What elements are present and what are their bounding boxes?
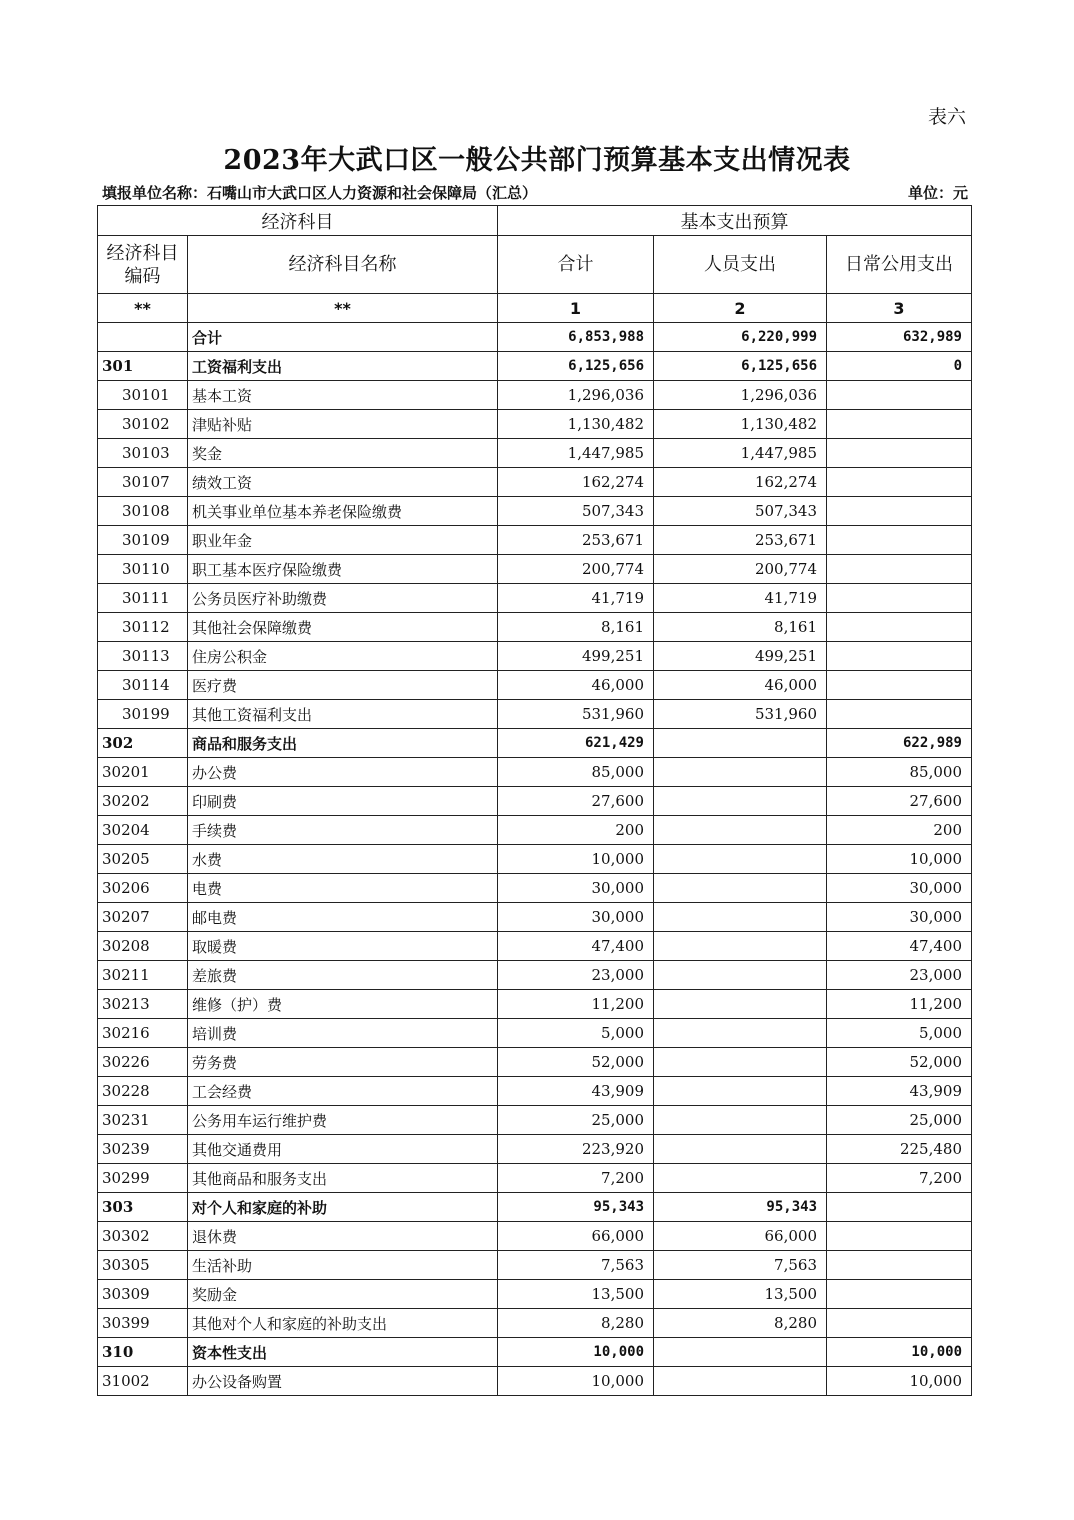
- row-personnel: 7,563: [654, 1251, 827, 1280]
- row-code: 30228: [98, 1077, 188, 1106]
- row-personnel: [654, 1077, 827, 1106]
- header-group-basic-budget: 基本支出预算: [498, 206, 972, 236]
- table-row: [98, 584, 972, 613]
- row-public: [827, 381, 972, 410]
- row-personnel: [654, 758, 827, 787]
- row-public: [827, 671, 972, 700]
- row-public: 52,000: [827, 1048, 972, 1077]
- row-code: 30199: [98, 700, 188, 729]
- row-name: 商品和服务支出: [188, 729, 498, 758]
- row-code: 30108: [98, 497, 188, 526]
- row-public: 5,000: [827, 1019, 972, 1048]
- table-row: [98, 874, 972, 903]
- row-personnel: [654, 903, 827, 932]
- row-public: [827, 526, 972, 555]
- row-public: [827, 468, 972, 497]
- row-public: [827, 1222, 972, 1251]
- row-code: 30207: [98, 903, 188, 932]
- row-code: 30239: [98, 1135, 188, 1164]
- header-row-columns: [98, 236, 972, 294]
- row-total: 10,000: [498, 1367, 654, 1396]
- row-personnel: [654, 816, 827, 845]
- row-code: 30206: [98, 874, 188, 903]
- row-name: 维修（护）费: [188, 990, 498, 1019]
- table-row: [98, 1222, 972, 1251]
- table-row: [98, 1019, 972, 1048]
- row-code: 30112: [98, 613, 188, 642]
- row-public: 85,000: [827, 758, 972, 787]
- row-personnel: 507,343: [654, 497, 827, 526]
- table-row: [98, 1135, 972, 1164]
- row-personnel: [654, 1367, 827, 1396]
- row-total: 200,774: [498, 555, 654, 584]
- row-total: 253,671: [498, 526, 654, 555]
- table-row: [98, 1048, 972, 1077]
- row-code: 30399: [98, 1309, 188, 1338]
- header-code: 经济科目编码: [98, 236, 188, 294]
- row-name: 机关事业单位基本养老保险缴费: [188, 497, 498, 526]
- table-row: [98, 932, 972, 961]
- row-total: 1,130,482: [498, 410, 654, 439]
- row-name: 工资福利支出: [188, 352, 498, 381]
- index-total: 1: [498, 294, 654, 323]
- table-row: [98, 352, 972, 381]
- row-code: 30226: [98, 1048, 188, 1077]
- row-personnel: 95,343: [654, 1193, 827, 1222]
- currency-unit: 单位：元: [907, 184, 968, 202]
- table-row: [98, 1338, 972, 1367]
- row-total: 7,563: [498, 1251, 654, 1280]
- row-name: 生活补助: [188, 1251, 498, 1280]
- header-group-economic: 经济科目: [98, 206, 498, 236]
- row-code: 30211: [98, 961, 188, 990]
- row-name: 差旅费: [188, 961, 498, 990]
- row-total: 621,429: [498, 729, 654, 758]
- page-title: 2023年大武口区一般公共部门预算基本支出情况表: [223, 145, 851, 176]
- row-name: 津贴补贴: [188, 410, 498, 439]
- row-public: [827, 700, 972, 729]
- table-row: [98, 497, 972, 526]
- table-row: [98, 845, 972, 874]
- table-row: [98, 613, 972, 642]
- header-personnel: 人员支出: [654, 236, 827, 294]
- row-name: 其他工资福利支出: [188, 700, 498, 729]
- row-total: 30,000: [498, 903, 654, 932]
- row-name: 培训费: [188, 1019, 498, 1048]
- row-total: 11,200: [498, 990, 654, 1019]
- row-total: 52,000: [498, 1048, 654, 1077]
- row-personnel: [654, 1135, 827, 1164]
- row-personnel: 1,447,985: [654, 439, 827, 468]
- table-row: [98, 990, 972, 1019]
- row-public: 632,989: [827, 323, 972, 352]
- row-code: 30213: [98, 990, 188, 1019]
- row-public: 10,000: [827, 845, 972, 874]
- row-total: 7,200: [498, 1164, 654, 1193]
- row-name: 劳务费: [188, 1048, 498, 1077]
- row-code: 301: [98, 352, 188, 381]
- table-row: [98, 526, 972, 555]
- row-public: 225,480: [827, 1135, 972, 1164]
- row-name: 职业年金: [188, 526, 498, 555]
- row-code: 30202: [98, 787, 188, 816]
- row-total: 13,500: [498, 1280, 654, 1309]
- row-total: 47,400: [498, 932, 654, 961]
- table-row: [98, 439, 972, 468]
- row-personnel: 6,220,999: [654, 323, 827, 352]
- index-personnel: 2: [654, 294, 827, 323]
- row-personnel: [654, 1048, 827, 1077]
- row-code: 30302: [98, 1222, 188, 1251]
- row-personnel: 1,296,036: [654, 381, 827, 410]
- row-code: 30205: [98, 845, 188, 874]
- row-total: 5,000: [498, 1019, 654, 1048]
- row-total: 1,296,036: [498, 381, 654, 410]
- row-name: 其他商品和服务支出: [188, 1164, 498, 1193]
- row-personnel: [654, 1106, 827, 1135]
- row-public: 10,000: [827, 1367, 972, 1396]
- row-name: 合计: [188, 323, 498, 352]
- row-personnel: [654, 874, 827, 903]
- index-code: **: [98, 294, 188, 323]
- row-public: 30,000: [827, 903, 972, 932]
- row-code: 303: [98, 1193, 188, 1222]
- row-total: 6,853,988: [498, 323, 654, 352]
- row-total: 85,000: [498, 758, 654, 787]
- row-public: [827, 410, 972, 439]
- row-public: 43,909: [827, 1077, 972, 1106]
- table-row: [98, 381, 972, 410]
- row-name: 其他交通费用: [188, 1135, 498, 1164]
- header-row-index: [98, 294, 972, 323]
- row-name: 奖励金: [188, 1280, 498, 1309]
- row-code: 310: [98, 1338, 188, 1367]
- row-public: 11,200: [827, 990, 972, 1019]
- row-name: 电费: [188, 874, 498, 903]
- row-personnel: 41,719: [654, 584, 827, 613]
- row-personnel: 253,671: [654, 526, 827, 555]
- table-row: [98, 961, 972, 990]
- table-row: [98, 729, 972, 758]
- row-public: 200: [827, 816, 972, 845]
- row-code: 30107: [98, 468, 188, 497]
- row-total: 46,000: [498, 671, 654, 700]
- table-row: [98, 671, 972, 700]
- table-row: [98, 700, 972, 729]
- row-name: 绩效工资: [188, 468, 498, 497]
- row-total: 27,600: [498, 787, 654, 816]
- header-total: 合计: [498, 236, 654, 294]
- row-code: 30113: [98, 642, 188, 671]
- row-personnel: [654, 990, 827, 1019]
- row-code: 302: [98, 729, 188, 758]
- index-public: 3: [827, 294, 972, 323]
- row-name: 退休费: [188, 1222, 498, 1251]
- row-public: [827, 1280, 972, 1309]
- row-name: 工会经费: [188, 1077, 498, 1106]
- table-row: [98, 758, 972, 787]
- row-total: 95,343: [498, 1193, 654, 1222]
- row-public: 47,400: [827, 932, 972, 961]
- row-personnel: 1,130,482: [654, 410, 827, 439]
- row-code: 30231: [98, 1106, 188, 1135]
- table-row: [98, 1106, 972, 1135]
- table-row: [98, 642, 972, 671]
- row-personnel: 8,280: [654, 1309, 827, 1338]
- row-code: 30204: [98, 816, 188, 845]
- row-code: 31002: [98, 1367, 188, 1396]
- row-public: 27,600: [827, 787, 972, 816]
- row-total: 41,719: [498, 584, 654, 613]
- table-row: [98, 787, 972, 816]
- row-total: 10,000: [498, 1338, 654, 1367]
- row-personnel: 46,000: [654, 671, 827, 700]
- row-name: 公务用车运行维护费: [188, 1106, 498, 1135]
- row-code: 30114: [98, 671, 188, 700]
- row-personnel: 200,774: [654, 555, 827, 584]
- row-total: 1,447,985: [498, 439, 654, 468]
- table-row: [98, 1077, 972, 1106]
- row-name: 印刷费: [188, 787, 498, 816]
- row-public: [827, 613, 972, 642]
- row-total: 507,343: [498, 497, 654, 526]
- row-code: 30102: [98, 410, 188, 439]
- row-code: 30103: [98, 439, 188, 468]
- header-name: 经济科目名称: [188, 236, 498, 294]
- row-name: 取暖费: [188, 932, 498, 961]
- row-public: 10,000: [827, 1338, 972, 1367]
- row-total: 66,000: [498, 1222, 654, 1251]
- row-personnel: [654, 932, 827, 961]
- row-personnel: [654, 845, 827, 874]
- row-public: 622,989: [827, 729, 972, 758]
- row-personnel: 162,274: [654, 468, 827, 497]
- row-name: 邮电费: [188, 903, 498, 932]
- row-code: 30305: [98, 1251, 188, 1280]
- row-public: 25,000: [827, 1106, 972, 1135]
- row-personnel: [654, 1164, 827, 1193]
- row-code: 30208: [98, 932, 188, 961]
- row-total: 25,000: [498, 1106, 654, 1135]
- row-name: 办公费: [188, 758, 498, 787]
- row-code: 30201: [98, 758, 188, 787]
- row-personnel: [654, 787, 827, 816]
- row-public: 7,200: [827, 1164, 972, 1193]
- row-personnel: [654, 961, 827, 990]
- row-public: [827, 1309, 972, 1338]
- row-total: 8,161: [498, 613, 654, 642]
- row-name: 其他社会保障缴费: [188, 613, 498, 642]
- row-total: 30,000: [498, 874, 654, 903]
- header-row-group: [98, 206, 972, 236]
- reporting-unit-name: 填报单位名称：石嘴山市大武口区人力资源和社会保障局（汇总）: [102, 184, 538, 202]
- row-total: 23,000: [498, 961, 654, 990]
- row-name: 奖金: [188, 439, 498, 468]
- row-code: 30101: [98, 381, 188, 410]
- table-row: [98, 1193, 972, 1222]
- row-code: 30111: [98, 584, 188, 613]
- table-row: [98, 1164, 972, 1193]
- row-public: [827, 1251, 972, 1280]
- row-public: 23,000: [827, 961, 972, 990]
- index-name: **: [188, 294, 498, 323]
- row-code: 30216: [98, 1019, 188, 1048]
- row-personnel: [654, 729, 827, 758]
- table-row: [98, 1251, 972, 1280]
- row-public: [827, 584, 972, 613]
- row-code: 30109: [98, 526, 188, 555]
- row-total: 223,920: [498, 1135, 654, 1164]
- table-number: 表六: [927, 106, 966, 128]
- table-row: [98, 468, 972, 497]
- row-code: [98, 323, 188, 352]
- row-total: 10,000: [498, 845, 654, 874]
- row-name: 办公设备购置: [188, 1367, 498, 1396]
- table-row: [98, 1309, 972, 1338]
- row-name: 其他对个人和家庭的补助支出: [188, 1309, 498, 1338]
- budget-table: [97, 205, 972, 1396]
- row-public: [827, 555, 972, 584]
- row-personnel: 8,161: [654, 613, 827, 642]
- row-total: 8,280: [498, 1309, 654, 1338]
- table-row: [98, 903, 972, 932]
- row-personnel: 6,125,656: [654, 352, 827, 381]
- row-public: [827, 497, 972, 526]
- table-row: [98, 1367, 972, 1396]
- table-row: [98, 323, 972, 352]
- row-personnel: 499,251: [654, 642, 827, 671]
- table-row: [98, 555, 972, 584]
- row-public: [827, 439, 972, 468]
- row-name: 公务员医疗补助缴费: [188, 584, 498, 613]
- row-name: 对个人和家庭的补助: [188, 1193, 498, 1222]
- table-row: [98, 816, 972, 845]
- row-personnel: 13,500: [654, 1280, 827, 1309]
- header-public: 日常公用支出: [827, 236, 972, 294]
- row-total: 43,909: [498, 1077, 654, 1106]
- row-total: 162,274: [498, 468, 654, 497]
- row-personnel: 531,960: [654, 700, 827, 729]
- row-public: 0: [827, 352, 972, 381]
- row-name: 资本性支出: [188, 1338, 498, 1367]
- row-name: 医疗费: [188, 671, 498, 700]
- table-row: [98, 410, 972, 439]
- row-public: [827, 642, 972, 671]
- row-public: [827, 1193, 972, 1222]
- report-meta: [102, 182, 968, 204]
- row-name: 水费: [188, 845, 498, 874]
- row-code: 30110: [98, 555, 188, 584]
- row-name: 职工基本医疗保险缴费: [188, 555, 498, 584]
- row-total: 200: [498, 816, 654, 845]
- table-row: [98, 1280, 972, 1309]
- row-total: 499,251: [498, 642, 654, 671]
- row-personnel: [654, 1338, 827, 1367]
- row-personnel: 66,000: [654, 1222, 827, 1251]
- row-name: 手续费: [188, 816, 498, 845]
- row-total: 531,960: [498, 700, 654, 729]
- row-code: 30299: [98, 1164, 188, 1193]
- row-name: 住房公积金: [188, 642, 498, 671]
- row-public: 30,000: [827, 874, 972, 903]
- row-code: 30309: [98, 1280, 188, 1309]
- row-name: 基本工资: [188, 381, 498, 410]
- row-personnel: [654, 1019, 827, 1048]
- row-total: 6,125,656: [498, 352, 654, 381]
